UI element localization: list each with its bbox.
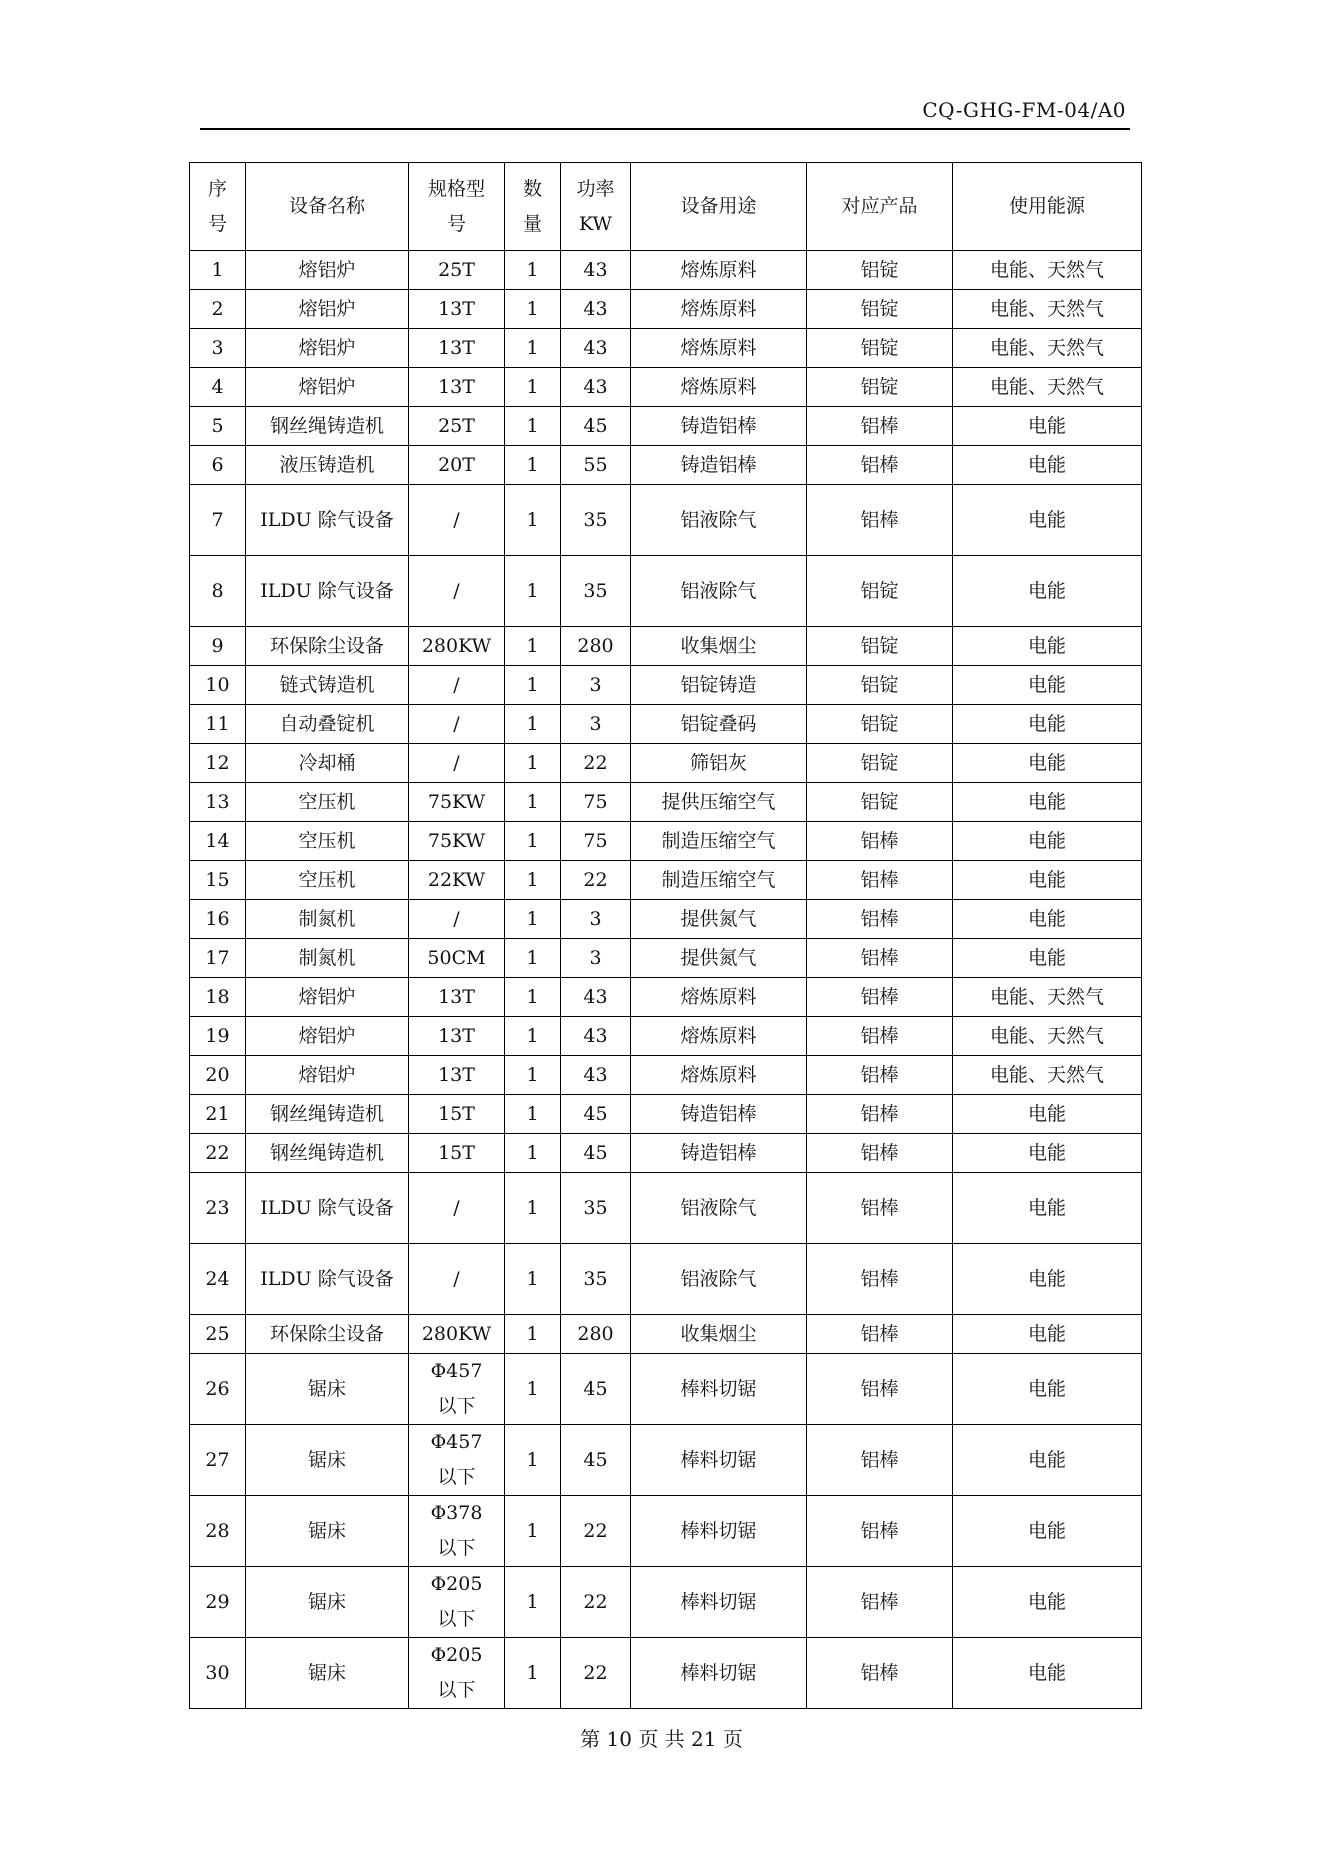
cell-equipment-name: 熔铝炉 xyxy=(246,1017,409,1056)
cell-purpose: 熔炼原料 xyxy=(631,978,807,1017)
cell-purpose: 熔炼原料 xyxy=(631,290,807,329)
cell-spec-model: 13T xyxy=(409,368,505,407)
cell-spec-model: 13T xyxy=(409,290,505,329)
cell-spec-model: 25T xyxy=(409,407,505,446)
cell-purpose: 铝液除气 xyxy=(631,556,807,627)
cell-energy: 电能 xyxy=(953,783,1142,822)
cell-purpose: 铝液除气 xyxy=(631,485,807,556)
cell-spec-model: 280KW xyxy=(409,627,505,666)
cell-index: 12 xyxy=(190,744,246,783)
cell-quantity: 1 xyxy=(505,705,561,744)
cell-index: 23 xyxy=(190,1173,246,1244)
cell-index: 11 xyxy=(190,705,246,744)
cell-purpose: 铝锭铸造 xyxy=(631,666,807,705)
column-header-index: 序号 xyxy=(190,163,246,251)
cell-index: 24 xyxy=(190,1244,246,1315)
cell-purpose: 棒料切锯 xyxy=(631,1567,807,1638)
cell-purpose: 铸造铝棒 xyxy=(631,446,807,485)
cell-quantity: 1 xyxy=(505,861,561,900)
cell-product: 铝锭 xyxy=(807,290,953,329)
cell-energy: 电能、天然气 xyxy=(953,978,1142,1017)
cell-index: 4 xyxy=(190,368,246,407)
cell-spec-model: 50CM xyxy=(409,939,505,978)
cell-index: 16 xyxy=(190,900,246,939)
table-row xyxy=(190,1354,1142,1425)
cell-spec-model: 13T xyxy=(409,1056,505,1095)
cell-power-kw: 75 xyxy=(561,822,631,861)
table-row xyxy=(190,705,1142,744)
cell-spec-model: Φ378以下 xyxy=(409,1496,505,1567)
cell-index: 10 xyxy=(190,666,246,705)
cell-power-kw: 22 xyxy=(561,1638,631,1709)
cell-quantity: 1 xyxy=(505,627,561,666)
cell-equipment-name: 锯床 xyxy=(246,1425,409,1496)
cell-purpose: 提供压缩空气 xyxy=(631,783,807,822)
cell-purpose: 铝锭叠码 xyxy=(631,705,807,744)
cell-power-kw: 280 xyxy=(561,1315,631,1354)
cell-energy: 电能、天然气 xyxy=(953,368,1142,407)
cell-purpose: 棒料切锯 xyxy=(631,1425,807,1496)
cell-energy: 电能 xyxy=(953,407,1142,446)
cell-energy: 电能 xyxy=(953,1134,1142,1173)
table-row xyxy=(190,822,1142,861)
cell-quantity: 1 xyxy=(505,1496,561,1567)
cell-index: 5 xyxy=(190,407,246,446)
cell-product: 铝锭 xyxy=(807,744,953,783)
cell-power-kw: 43 xyxy=(561,251,631,290)
cell-product: 铝棒 xyxy=(807,1567,953,1638)
cell-energy: 电能 xyxy=(953,1638,1142,1709)
cell-power-kw: 55 xyxy=(561,446,631,485)
cell-product: 铝棒 xyxy=(807,1056,953,1095)
cell-energy: 电能 xyxy=(953,1425,1142,1496)
cell-quantity: 1 xyxy=(505,407,561,446)
table-row xyxy=(190,666,1142,705)
table-row xyxy=(190,744,1142,783)
cell-quantity: 1 xyxy=(505,1056,561,1095)
table-row xyxy=(190,407,1142,446)
table-row xyxy=(190,939,1142,978)
equipment-table xyxy=(189,162,1142,1709)
cell-purpose: 棒料切锯 xyxy=(631,1354,807,1425)
cell-spec-model: 15T xyxy=(409,1095,505,1134)
cell-equipment-name: 制氮机 xyxy=(246,939,409,978)
cell-product: 铝棒 xyxy=(807,900,953,939)
cell-quantity: 1 xyxy=(505,1638,561,1709)
table-row xyxy=(190,627,1142,666)
cell-spec-model: / xyxy=(409,1244,505,1315)
table-body xyxy=(190,251,1142,1709)
cell-purpose: 铸造铝棒 xyxy=(631,407,807,446)
cell-equipment-name: 熔铝炉 xyxy=(246,290,409,329)
cell-purpose: 收集烟尘 xyxy=(631,627,807,666)
cell-equipment-name: ILDU 除气设备 xyxy=(246,1244,409,1315)
cell-quantity: 1 xyxy=(505,1017,561,1056)
cell-purpose: 棒料切锯 xyxy=(631,1496,807,1567)
cell-energy: 电能 xyxy=(953,556,1142,627)
column-header-power-kw: 功率KW xyxy=(561,163,631,251)
cell-quantity: 1 xyxy=(505,1095,561,1134)
document-code: CQ-GHG-FM-04/A0 xyxy=(922,98,1126,122)
cell-equipment-name: ILDU 除气设备 xyxy=(246,556,409,627)
table-row xyxy=(190,485,1142,556)
cell-spec-model: Φ457以下 xyxy=(409,1354,505,1425)
table-row xyxy=(190,1017,1142,1056)
cell-power-kw: 45 xyxy=(561,1354,631,1425)
cell-quantity: 1 xyxy=(505,329,561,368)
table-row xyxy=(190,783,1142,822)
cell-spec-model: 22KW xyxy=(409,861,505,900)
cell-product: 铝棒 xyxy=(807,1173,953,1244)
cell-power-kw: 35 xyxy=(561,485,631,556)
cell-purpose: 筛铝灰 xyxy=(631,744,807,783)
cell-product: 铝棒 xyxy=(807,1354,953,1425)
header-rule xyxy=(200,128,1130,130)
cell-index: 15 xyxy=(190,861,246,900)
cell-energy: 电能 xyxy=(953,705,1142,744)
cell-power-kw: 43 xyxy=(561,978,631,1017)
cell-power-kw: 22 xyxy=(561,1567,631,1638)
cell-energy: 电能、天然气 xyxy=(953,1017,1142,1056)
cell-purpose: 制造压缩空气 xyxy=(631,861,807,900)
cell-energy: 电能 xyxy=(953,485,1142,556)
cell-product: 铝棒 xyxy=(807,1496,953,1567)
cell-energy: 电能 xyxy=(953,822,1142,861)
cell-equipment-name: 锯床 xyxy=(246,1638,409,1709)
cell-purpose: 熔炼原料 xyxy=(631,1017,807,1056)
cell-power-kw: 280 xyxy=(561,627,631,666)
cell-energy: 电能 xyxy=(953,1354,1142,1425)
cell-spec-model: 13T xyxy=(409,1017,505,1056)
table-row xyxy=(190,1425,1142,1496)
cell-index: 17 xyxy=(190,939,246,978)
cell-energy: 电能、天然气 xyxy=(953,329,1142,368)
cell-purpose: 提供氮气 xyxy=(631,900,807,939)
cell-purpose: 制造压缩空气 xyxy=(631,822,807,861)
cell-product: 铝棒 xyxy=(807,446,953,485)
table-row xyxy=(190,251,1142,290)
cell-product: 铝锭 xyxy=(807,627,953,666)
cell-power-kw: 22 xyxy=(561,1496,631,1567)
table-row xyxy=(190,1056,1142,1095)
cell-power-kw: 35 xyxy=(561,556,631,627)
cell-product: 铝棒 xyxy=(807,485,953,556)
cell-equipment-name: 自动叠锭机 xyxy=(246,705,409,744)
cell-power-kw: 3 xyxy=(561,900,631,939)
cell-index: 27 xyxy=(190,1425,246,1496)
cell-quantity: 1 xyxy=(505,666,561,705)
cell-quantity: 1 xyxy=(505,1134,561,1173)
column-header-energy: 使用能源 xyxy=(953,163,1142,251)
cell-energy: 电能 xyxy=(953,627,1142,666)
cell-product: 铝棒 xyxy=(807,1017,953,1056)
cell-quantity: 1 xyxy=(505,1315,561,1354)
cell-spec-model: 13T xyxy=(409,329,505,368)
cell-power-kw: 3 xyxy=(561,939,631,978)
cell-equipment-name: 空压机 xyxy=(246,783,409,822)
table-row xyxy=(190,1095,1142,1134)
table-row xyxy=(190,1173,1142,1244)
cell-spec-model: / xyxy=(409,900,505,939)
cell-index: 28 xyxy=(190,1496,246,1567)
cell-spec-model: / xyxy=(409,705,505,744)
cell-purpose: 铸造铝棒 xyxy=(631,1134,807,1173)
cell-purpose: 熔炼原料 xyxy=(631,1056,807,1095)
table-row xyxy=(190,1315,1142,1354)
cell-equipment-name: 熔铝炉 xyxy=(246,251,409,290)
cell-equipment-name: ILDU 除气设备 xyxy=(246,1173,409,1244)
cell-equipment-name: 空压机 xyxy=(246,822,409,861)
cell-index: 26 xyxy=(190,1354,246,1425)
cell-purpose: 熔炼原料 xyxy=(631,329,807,368)
cell-equipment-name: 锯床 xyxy=(246,1354,409,1425)
cell-equipment-name: 链式铸造机 xyxy=(246,666,409,705)
cell-product: 铝棒 xyxy=(807,1638,953,1709)
cell-equipment-name: 熔铝炉 xyxy=(246,1056,409,1095)
cell-equipment-name: 环保除尘设备 xyxy=(246,627,409,666)
cell-product: 铝棒 xyxy=(807,939,953,978)
cell-power-kw: 45 xyxy=(561,407,631,446)
cell-index: 22 xyxy=(190,1134,246,1173)
cell-quantity: 1 xyxy=(505,1354,561,1425)
cell-spec-model: 25T xyxy=(409,251,505,290)
cell-spec-model: / xyxy=(409,556,505,627)
cell-index: 30 xyxy=(190,1638,246,1709)
cell-quantity: 1 xyxy=(505,485,561,556)
cell-spec-model: 15T xyxy=(409,1134,505,1173)
cell-equipment-name: 锯床 xyxy=(246,1567,409,1638)
cell-quantity: 1 xyxy=(505,939,561,978)
cell-purpose: 熔炼原料 xyxy=(631,368,807,407)
cell-power-kw: 43 xyxy=(561,290,631,329)
cell-index: 19 xyxy=(190,1017,246,1056)
cell-index: 1 xyxy=(190,251,246,290)
column-header-purpose: 设备用途 xyxy=(631,163,807,251)
cell-quantity: 1 xyxy=(505,978,561,1017)
cell-power-kw: 22 xyxy=(561,861,631,900)
cell-purpose: 收集烟尘 xyxy=(631,1315,807,1354)
cell-energy: 电能 xyxy=(953,446,1142,485)
cell-quantity: 1 xyxy=(505,446,561,485)
cell-index: 20 xyxy=(190,1056,246,1095)
cell-power-kw: 45 xyxy=(561,1425,631,1496)
cell-index: 18 xyxy=(190,978,246,1017)
cell-quantity: 1 xyxy=(505,251,561,290)
cell-energy: 电能、天然气 xyxy=(953,290,1142,329)
cell-equipment-name: 钢丝绳铸造机 xyxy=(246,1134,409,1173)
cell-power-kw: 75 xyxy=(561,783,631,822)
column-header-quantity: 数量 xyxy=(505,163,561,251)
cell-index: 25 xyxy=(190,1315,246,1354)
cell-product: 铝棒 xyxy=(807,1095,953,1134)
cell-index: 7 xyxy=(190,485,246,556)
table-row xyxy=(190,1638,1142,1709)
cell-equipment-name: 环保除尘设备 xyxy=(246,1315,409,1354)
cell-equipment-name: 液压铸造机 xyxy=(246,446,409,485)
cell-quantity: 1 xyxy=(505,744,561,783)
column-header-product: 对应产品 xyxy=(807,163,953,251)
table-row xyxy=(190,1496,1142,1567)
cell-power-kw: 22 xyxy=(561,744,631,783)
cell-spec-model: 13T xyxy=(409,978,505,1017)
cell-power-kw: 35 xyxy=(561,1173,631,1244)
cell-quantity: 1 xyxy=(505,1425,561,1496)
cell-power-kw: 3 xyxy=(561,705,631,744)
page-number: 第 10 页 共 21 页 xyxy=(580,1727,743,1751)
cell-quantity: 1 xyxy=(505,290,561,329)
cell-equipment-name: 熔铝炉 xyxy=(246,329,409,368)
cell-power-kw: 43 xyxy=(561,1017,631,1056)
cell-index: 8 xyxy=(190,556,246,627)
cell-equipment-name: 制氮机 xyxy=(246,900,409,939)
cell-equipment-name: ILDU 除气设备 xyxy=(246,485,409,556)
cell-spec-model: / xyxy=(409,666,505,705)
cell-product: 铝锭 xyxy=(807,251,953,290)
cell-purpose: 铝液除气 xyxy=(631,1173,807,1244)
column-header-equipment-name: 设备名称 xyxy=(246,163,409,251)
cell-spec-model: 280KW xyxy=(409,1315,505,1354)
table-header-row xyxy=(190,163,1142,251)
cell-product: 铝锭 xyxy=(807,783,953,822)
cell-energy: 电能 xyxy=(953,744,1142,783)
cell-energy: 电能 xyxy=(953,939,1142,978)
cell-spec-model: Φ457以下 xyxy=(409,1425,505,1496)
cell-index: 3 xyxy=(190,329,246,368)
table-row xyxy=(190,900,1142,939)
cell-equipment-name: 锯床 xyxy=(246,1496,409,1567)
table-row xyxy=(190,556,1142,627)
table-row xyxy=(190,861,1142,900)
cell-quantity: 1 xyxy=(505,900,561,939)
cell-energy: 电能 xyxy=(953,900,1142,939)
cell-product: 铝棒 xyxy=(807,1134,953,1173)
cell-purpose: 铸造铝棒 xyxy=(631,1095,807,1134)
cell-equipment-name: 钢丝绳铸造机 xyxy=(246,1095,409,1134)
cell-product: 铝棒 xyxy=(807,1315,953,1354)
cell-product: 铝棒 xyxy=(807,407,953,446)
table-row xyxy=(190,329,1142,368)
cell-product: 铝锭 xyxy=(807,556,953,627)
cell-index: 13 xyxy=(190,783,246,822)
cell-purpose: 熔炼原料 xyxy=(631,251,807,290)
cell-purpose: 棒料切锯 xyxy=(631,1638,807,1709)
cell-index: 14 xyxy=(190,822,246,861)
cell-energy: 电能 xyxy=(953,1496,1142,1567)
cell-power-kw: 43 xyxy=(561,1056,631,1095)
cell-energy: 电能 xyxy=(953,1095,1142,1134)
cell-power-kw: 43 xyxy=(561,329,631,368)
cell-equipment-name: 熔铝炉 xyxy=(246,368,409,407)
cell-energy: 电能 xyxy=(953,1315,1142,1354)
cell-spec-model: Φ205以下 xyxy=(409,1567,505,1638)
cell-quantity: 1 xyxy=(505,368,561,407)
cell-energy: 电能、天然气 xyxy=(953,251,1142,290)
cell-equipment-name: 钢丝绳铸造机 xyxy=(246,407,409,446)
cell-product: 铝棒 xyxy=(807,1425,953,1496)
cell-spec-model: 75KW xyxy=(409,822,505,861)
cell-equipment-name: 冷却桶 xyxy=(246,744,409,783)
table-row xyxy=(190,446,1142,485)
table-row xyxy=(190,1244,1142,1315)
table-row xyxy=(190,1134,1142,1173)
cell-quantity: 1 xyxy=(505,1567,561,1638)
cell-index: 6 xyxy=(190,446,246,485)
cell-energy: 电能 xyxy=(953,666,1142,705)
table-row xyxy=(190,1567,1142,1638)
cell-spec-model: / xyxy=(409,1173,505,1244)
cell-power-kw: 45 xyxy=(561,1134,631,1173)
cell-quantity: 1 xyxy=(505,556,561,627)
cell-energy: 电能 xyxy=(953,1173,1142,1244)
cell-energy: 电能 xyxy=(953,1244,1142,1315)
cell-quantity: 1 xyxy=(505,1244,561,1315)
cell-index: 21 xyxy=(190,1095,246,1134)
cell-power-kw: 3 xyxy=(561,666,631,705)
cell-spec-model: 20T xyxy=(409,446,505,485)
cell-product: 铝棒 xyxy=(807,978,953,1017)
cell-index: 2 xyxy=(190,290,246,329)
table-row xyxy=(190,978,1142,1017)
cell-index: 29 xyxy=(190,1567,246,1638)
cell-spec-model: / xyxy=(409,744,505,783)
table-row xyxy=(190,290,1142,329)
cell-product: 铝棒 xyxy=(807,861,953,900)
cell-spec-model: 75KW xyxy=(409,783,505,822)
cell-purpose: 铝液除气 xyxy=(631,1244,807,1315)
cell-quantity: 1 xyxy=(505,783,561,822)
cell-equipment-name: 空压机 xyxy=(246,861,409,900)
cell-power-kw: 43 xyxy=(561,368,631,407)
cell-product: 铝锭 xyxy=(807,329,953,368)
cell-quantity: 1 xyxy=(505,822,561,861)
cell-product: 铝棒 xyxy=(807,822,953,861)
cell-product: 铝锭 xyxy=(807,666,953,705)
column-header-spec-model: 规格型号 xyxy=(409,163,505,251)
cell-product: 铝棒 xyxy=(807,1244,953,1315)
cell-index: 9 xyxy=(190,627,246,666)
table-row xyxy=(190,368,1142,407)
cell-quantity: 1 xyxy=(505,1173,561,1244)
cell-equipment-name: 熔铝炉 xyxy=(246,978,409,1017)
cell-spec-model: Φ205以下 xyxy=(409,1638,505,1709)
cell-power-kw: 35 xyxy=(561,1244,631,1315)
cell-purpose: 提供氮气 xyxy=(631,939,807,978)
cell-product: 铝锭 xyxy=(807,368,953,407)
cell-energy: 电能 xyxy=(953,861,1142,900)
cell-power-kw: 45 xyxy=(561,1095,631,1134)
cell-product: 铝锭 xyxy=(807,705,953,744)
cell-energy: 电能 xyxy=(953,1567,1142,1638)
cell-spec-model: / xyxy=(409,485,505,556)
cell-energy: 电能、天然气 xyxy=(953,1056,1142,1095)
